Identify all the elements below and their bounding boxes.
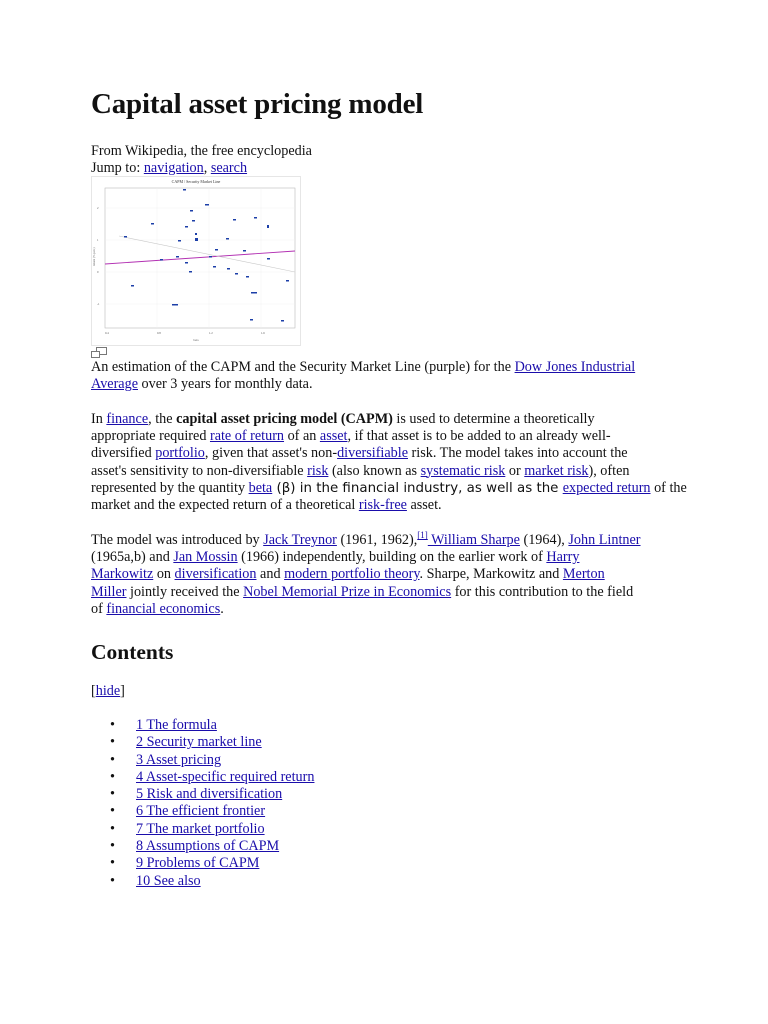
search-link[interactable]: search: [210, 160, 248, 176]
asset-link[interactable]: asset: [319, 428, 348, 445]
point: [246, 276, 249, 278]
toc-item: [110, 752, 314, 769]
point: [213, 266, 216, 268]
point: [205, 204, 209, 206]
dow-jones-link-cont[interactable]: Average: [91, 376, 138, 393]
finance-link[interactable]: finance: [106, 411, 149, 427]
point: [185, 226, 188, 228]
text: is used to determine a theoretically: [392, 411, 595, 427]
bullet: •: [110, 717, 115, 733]
toc-item: [110, 769, 314, 786]
portfolio-link[interactable]: portfolio: [155, 445, 205, 462]
jump-links: [91, 160, 247, 177]
bullet: •: [110, 751, 115, 768]
jump-prefix: Jump to:: [91, 160, 144, 176]
toc-link-formula[interactable]: 1 The formula: [136, 717, 217, 733]
navigation-link[interactable]: navigation: [143, 160, 204, 176]
text: asset's sensitivity to non-diversifiable: [91, 462, 308, 479]
modern-portfolio-theory-link[interactable]: modern portfolio theory: [284, 566, 420, 583]
jan-mossin-link[interactable]: Jan Mossin: [173, 549, 238, 566]
bullet: •: [110, 872, 115, 889]
financial-economics-link[interactable]: financial economics: [106, 600, 221, 617]
point: [281, 320, 284, 322]
point: [195, 238, 198, 241]
text: on: [153, 566, 175, 583]
toc-link-problems[interactable]: 9 Problems of CAPM: [136, 855, 260, 872]
expected-return-link[interactable]: expected return: [562, 479, 651, 496]
systematic-risk-link[interactable]: systematic risk: [420, 462, 506, 479]
text: of the: [650, 479, 687, 496]
beta-link[interactable]: beta: [248, 479, 273, 496]
toc-link-assumptions[interactable]: 8 Assumptions of CAPM: [136, 838, 280, 855]
text: (β) in the financial industry, as well as the: [272, 480, 563, 496]
enlarge-icon[interactable]: [91, 347, 107, 359]
point: [185, 262, 188, 264]
toc-item: [110, 803, 314, 820]
bullet: •: [110, 838, 115, 855]
toc-toggle: [91, 683, 125, 700]
risk-free-link[interactable]: risk-free: [358, 497, 407, 514]
point: [286, 280, 289, 282]
merton-miller-link[interactable]: Merton: [562, 566, 605, 583]
point: [124, 236, 127, 238]
william-sharpe-link[interactable]: William Sharpe: [427, 532, 520, 548]
diversification-link[interactable]: diversification: [174, 566, 257, 583]
point: [190, 210, 193, 212]
intro-paragraph: [91, 411, 691, 514]
toc-link-risk-diversification[interactable]: 5 Risk and diversification: [136, 786, 283, 803]
capm-chart: [91, 176, 301, 346]
svg-text:1: 1: [97, 238, 99, 242]
toc-link-efficient-frontier[interactable]: 6 The efficient frontier: [136, 803, 266, 820]
point: [243, 250, 246, 252]
harry-markowitz-link-cont[interactable]: Markowitz: [91, 566, 154, 583]
capm-term: capital asset pricing model (CAPM): [176, 411, 393, 427]
toc-link-asset-pricing[interactable]: 3 Asset pricing: [136, 751, 222, 768]
svg-text:0.4: 0.4: [105, 331, 109, 335]
point: [235, 273, 238, 275]
svg-text:0: 0: [97, 270, 99, 274]
point: [176, 256, 179, 258]
toc-link-market-portfolio[interactable]: 7 The market portfolio: [136, 820, 265, 837]
bullet: •: [110, 786, 115, 803]
nobel-prize-link[interactable]: Nobel Memorial Prize in Economics: [243, 583, 452, 600]
point: [131, 285, 134, 287]
y-axis-label: return (% p.m.): [92, 247, 96, 266]
bullet: •: [110, 768, 115, 785]
bracket: ]: [120, 683, 125, 699]
merton-miller-link-cont[interactable]: Miller: [91, 583, 127, 600]
point: [254, 217, 257, 219]
bullet: •: [110, 855, 115, 872]
table-of-contents: [110, 717, 314, 890]
tagline: From Wikipedia, the free encyclopedia: [91, 143, 312, 159]
text: The model was introduced by: [91, 532, 264, 548]
rate-of-return-link[interactable]: rate of return: [209, 428, 285, 445]
figure-caption: [91, 359, 691, 393]
text: market and the expected return of a theoretical: [91, 497, 359, 514]
toc-link-security-market-line[interactable]: 2 Security market line: [136, 734, 262, 751]
page-title: Capital asset pricing model: [91, 88, 424, 120]
toc-item: [110, 838, 314, 855]
diversifiable-link[interactable]: diversifiable: [337, 445, 408, 462]
bullet: •: [110, 803, 115, 820]
point: [251, 292, 257, 294]
point: [209, 256, 212, 258]
x-axis-label: beta: [193, 338, 199, 342]
jump-separator: ,: [203, 160, 211, 176]
toc-link-required-return[interactable]: 4 Asset-specific required return: [136, 768, 315, 785]
text: (also known as: [328, 462, 421, 479]
text: of an: [284, 428, 320, 445]
point: [267, 258, 270, 260]
point: [151, 223, 154, 225]
svg-text:-1: -1: [97, 302, 100, 306]
svg-text:1.6: 1.6: [261, 331, 265, 335]
bullet: •: [110, 734, 115, 751]
text: jointly received the: [126, 583, 244, 600]
toc-item: [110, 734, 314, 751]
harry-markowitz-link[interactable]: Harry: [546, 549, 580, 566]
text: of: [91, 600, 107, 617]
point: [160, 259, 163, 261]
point: [195, 233, 197, 235]
caption-text: over 3 years for monthly data.: [138, 376, 313, 393]
chart-title: CAPM / Security Market Line: [171, 179, 221, 184]
jack-treynor-link[interactable]: Jack Treynor: [263, 532, 337, 548]
toc-link-see-also[interactable]: 10 See also: [136, 872, 201, 889]
text: In: [91, 411, 107, 427]
text: , if that asset is to be added to an already well-: [347, 428, 611, 445]
point: [226, 238, 229, 240]
text: represented by the quantity: [91, 479, 249, 496]
toc-item: [110, 717, 314, 734]
text: and: [256, 566, 285, 583]
hide-toc-link[interactable]: hide: [95, 683, 121, 699]
point: [267, 225, 269, 228]
text: . Sharpe, Markowitz and: [419, 566, 563, 583]
point: [233, 219, 236, 221]
svg-text:1.2: 1.2: [209, 331, 213, 335]
toc-item: [110, 821, 314, 838]
bracket: [: [91, 683, 96, 699]
text: (1964),: [519, 532, 569, 548]
text: asset.: [406, 497, 442, 514]
contents-heading: Contents: [91, 640, 174, 664]
john-lintner-link[interactable]: John Lintner: [568, 532, 641, 548]
text: .: [220, 600, 224, 617]
toc-item: [110, 873, 314, 890]
text: (1966) independently, building on the earlier work of: [237, 549, 547, 566]
text: (1961, 1962),: [336, 532, 418, 548]
text: , given that asset's non-: [204, 445, 338, 462]
text: for this contribution to the field: [451, 583, 634, 600]
text: ), often: [588, 462, 630, 479]
toc-item: [110, 855, 314, 872]
capm-figure[interactable]: [91, 176, 301, 346]
point: [227, 268, 230, 270]
point: [192, 220, 195, 222]
point: [189, 271, 192, 273]
toc-item: [110, 786, 314, 803]
text: diversified: [91, 445, 156, 462]
point: [178, 240, 181, 242]
svg-text:0.8: 0.8: [157, 331, 161, 335]
dow-jones-link[interactable]: Dow Jones Industrial: [514, 359, 636, 375]
market-risk-link[interactable]: market risk: [524, 462, 589, 479]
bullet: •: [110, 820, 115, 837]
history-paragraph: [91, 532, 691, 618]
text: , the: [148, 411, 177, 427]
text: risk. The model takes into account the: [408, 445, 628, 462]
point: [250, 319, 253, 321]
point: [215, 249, 218, 251]
text: (1965a,b) and: [91, 549, 174, 566]
text: appropriate required: [91, 428, 210, 445]
point: [172, 304, 178, 306]
figure-frame: [92, 177, 301, 346]
caption-text: An estimation of the CAPM and the Security Market Line (purple) for the: [91, 359, 515, 375]
reference-1-link[interactable]: [1]: [417, 530, 428, 540]
text: or: [505, 462, 525, 479]
svg-text:2: 2: [97, 206, 99, 210]
risk-link[interactable]: risk: [307, 462, 329, 479]
point: [183, 189, 186, 191]
